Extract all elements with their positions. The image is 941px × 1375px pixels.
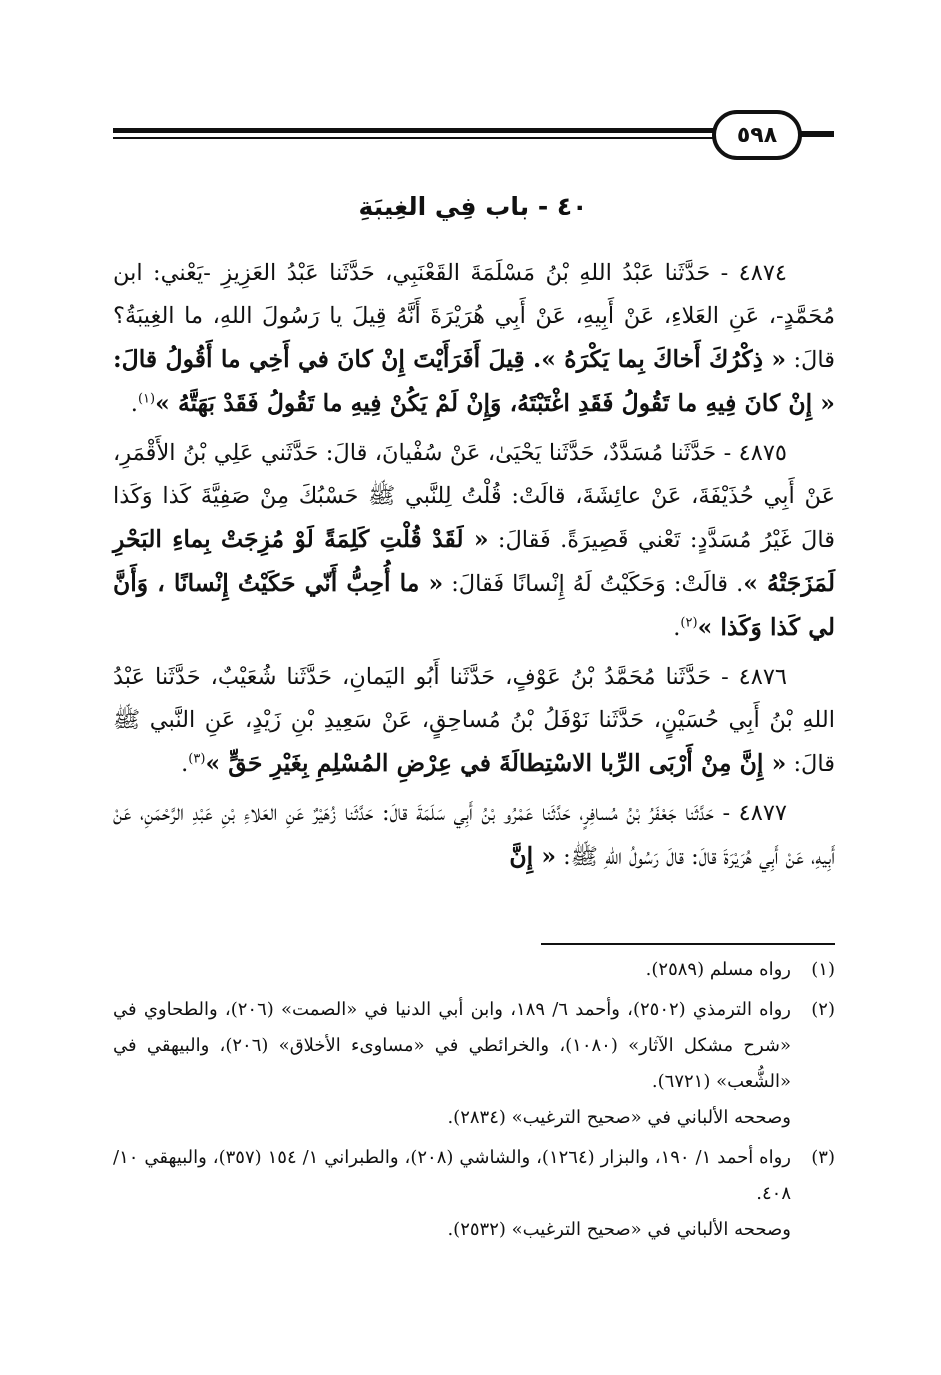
hadith-isnad: ٤٨٧٧ - حَدَّثَنا جَعْفَرُ بْنُ مُسافِرٍ، حَدَّثَنا عَمْرُو بْنُ أَبِي سَلَمَةَ قالَ: حَدَّثَنا زُهَيْرٌ عَنِ العَلاءِ بْنِ عَبْدِ الرَّحْمَنِ، عَنْ أَبِيهِ، عَنْ أَبِي هُرَيْرَةَ قالَ: قالَ رَسُولُ اللهِ ﷺ: <box>113 800 835 870</box>
hadith-body <box>113 252 835 885</box>
hadith-4874 <box>113 252 835 426</box>
hadith-4875 <box>113 432 835 650</box>
footnote-body <box>113 952 791 988</box>
footnote-line: وصححه الألباني في «صحيح الترغيب» (٢٨٣٤). <box>447 1107 791 1128</box>
sentence-end: . <box>673 615 681 641</box>
footnote-3 <box>113 1140 835 1248</box>
hadith-narration: . قالَتْ: وَحَكَيْتُ لَهُ إِنْسانًا فَقالَ: <box>443 571 744 597</box>
hadith-matn: « لَقَدْ قُلْتِ كَلِمَةً لَوْ مُزِجَتْ بِماءِ البَحْرِ لَمَزَجَتْهُ » <box>113 525 835 597</box>
sentence-end: . <box>181 751 189 777</box>
hadith-isnad: ٤٨٧٤ - حَدَّثَنا عَبْدُ اللهِ بْنُ مَسْلَمَةَ القَعْنَبِي، حَدَّثَنا عَبْدُ العَزِيزِ -يَعْني: ابن مُحَمَّدٍ-، عَنِ العَلاءِ، عَنْ أَبِيهِ، عَنْ أَبِي هُرَيْرَةَ أَنَّهُ قِيلَ يا رَسُولَ اللهِ، ما الغِيبَةُ؟ قالَ: <box>113 260 835 373</box>
header-rule-tail <box>798 131 834 137</box>
hadith-matn: « ذِكْرُكَ أَخاكَ بِما يَكْرَهُ ». قِيلَ أَفَرَأَيْتَ إِنْ كانَ في أَخِي ما أَقُولُ قالَ: « إِنْ كانَ فِيهِ ما تَقُولُ فَقَدِ اغْتَبْتَهُ، وَإِنْ لَمْ يَكُنْ فِيهِ ما تَقُولُ فَقَدْ بَهَتَّهُ » <box>113 345 835 417</box>
footnote-2 <box>113 992 835 1136</box>
footnote-number: (١) <box>811 959 835 980</box>
footnote-ref[interactable]: (٣) <box>188 751 206 767</box>
sentence-end: . <box>130 391 138 417</box>
header-rule-thin <box>113 137 718 139</box>
footnote-number: (٣) <box>811 1147 835 1168</box>
hadith-matn: « إِنَّ <box>509 842 557 870</box>
hadith-isnad: ٤٨٧٦ - حَدَّثَنا مُحَمَّدُ بْنُ عَوْفٍ، حَدَّثَنا أَبُو اليَمانِ، حَدَّثَنا شُعَيْبٌ، حَدَّثَنا عَبْدُ اللهِ بْنُ أَبِي حُسَيْنٍ، حَدَّثَنا نَوْفَلُ بْنُ مُساحِقٍ، عَنْ سَعِيدِ بْنِ زَيْدٍ، عَنِ النَّبي ﷺ قالَ: <box>113 664 835 777</box>
hadith-matn: « إِنَّ مِنْ أَرْبَى الرِّبا الاسْتِطالَةَ في عِرْضِ المُسْلِمِ بِغَيْرِ حَقٍّ » <box>205 749 787 777</box>
footnote-1 <box>113 952 835 988</box>
hadith-4876 <box>113 656 835 786</box>
footnote-line: رواه الترمذي (٢٥٠٢)، وأحمد ٦/ ١٨٩، وابن أبي الدنيا في «الصمت» (٢٠٦)، والطحاوي في «شرح مشكل الآثار» (١٠٨٠)، والخرائطي في «مساوىء الأخلاق» (٢٠٦)، والبيهقي في «الشُّعب» (٦٧٢١). <box>113 999 791 1092</box>
footnote-line: وصححه الألباني في «صحيح الترغيب» (٢٥٣٢). <box>447 1219 791 1240</box>
page-number-badge <box>712 110 802 160</box>
footnote-number: (٢) <box>811 999 835 1020</box>
footnote-line: رواه أحمد ١/ ١٩٠، والبزار (١٢٦٤)، والشاشي (٢٠٨)، والطبراني ١/ ١٥٤ (٣٥٧)، والبيهقي ١٠/ ٤٠٨. <box>113 1147 791 1204</box>
footnote-ref[interactable]: (١) <box>137 391 156 407</box>
footnote-body <box>113 1140 791 1248</box>
footnotes <box>113 952 835 1252</box>
footnote-separator <box>541 943 835 945</box>
footnote-body <box>113 992 791 1136</box>
header-rule-thick <box>113 128 718 133</box>
header-rule <box>113 125 718 147</box>
footnote-ref[interactable]: (٢) <box>680 615 698 631</box>
hadith-isnad: ٤٨٧٥ - حَدَّثَنا مُسَدَّدٌ، حَدَّثَنا يَحْيَىٰ، عَنْ سُفْيانَ، قالَ: حَدَّثَني عَلِي بْنُ الأَقْمَرِ، عَنْ أَبِي حُذَيْفَةَ، عَنْ عائِشَةَ، قالَتْ: قُلْتُ لِلنَّبي ﷺ حَسْبُكَ مِنْ صَفِيَّةَ كَذا وَكَذا قالَ غَيْرُ مُسَدَّدٍ: تَعْني قَصِيرَةً. فَقالَ: <box>113 440 835 553</box>
hadith-4877 <box>113 792 835 879</box>
chapter-title: ٤٠ - باب فِي الغِيبَةِ <box>358 192 588 221</box>
footnote-line: رواه مسلم (٢٥٨٩). <box>645 959 791 980</box>
hadith-matn-2: « ما أُحِبُّ أَنّي حَكَيْتُ إِنْسانًا ، وَأَنَّ لي كَذا وَكَذا » <box>113 569 835 641</box>
page-number: ٥٩٨ <box>736 122 778 148</box>
